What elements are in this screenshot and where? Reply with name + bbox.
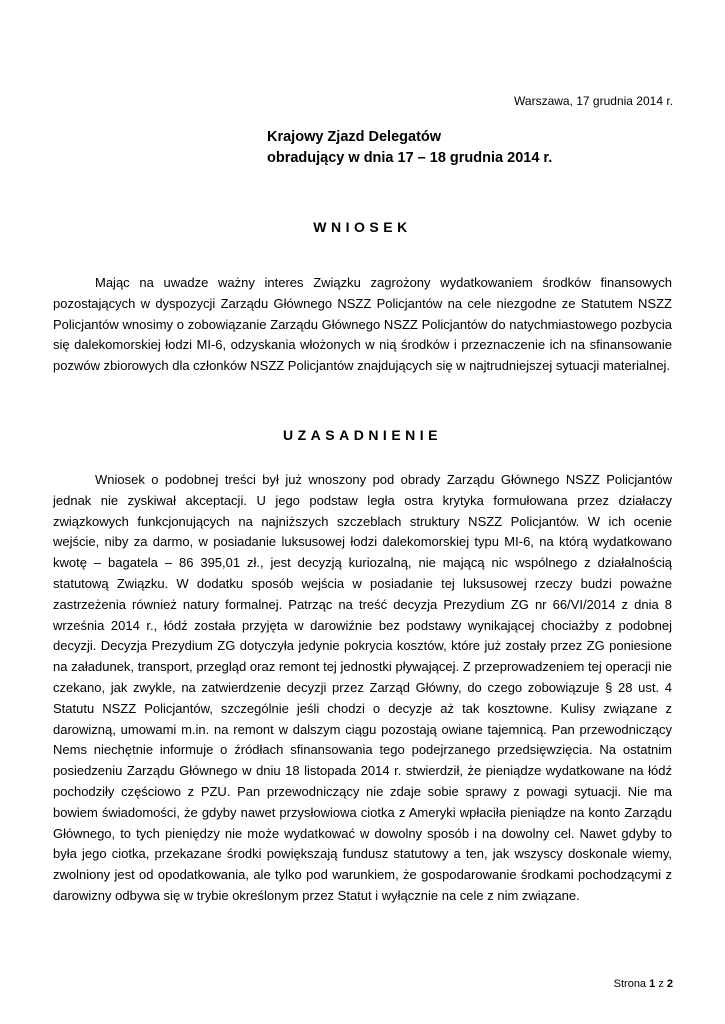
addressee-block	[267, 127, 552, 169]
page-label: Strona	[613, 978, 647, 990]
total-pages-number: 2	[666, 978, 673, 990]
page-of-label: z	[658, 978, 664, 990]
motion-heading: WNIOSEK	[313, 219, 412, 235]
addressee-line-1: Krajowy Zjazd Delegatów	[267, 129, 442, 145]
motion-paragraph: Mając na uwadze ważny interes Związku zagrożony wydatkowaniem środków finansowych pozostających w dyspozycji Zarządu Głównego NSZZ Policjantów na cele niezgodne ze Statutem NSZZ Policjantów wnosimy o zobowiązanie Zarządu Głównego NSZZ Policjantów do natychmiastowego pozbycia się dalekomorskiej łodzi MI-6, odzyskania włożonych w nią środków i przeznaczenie ich na sfinansowanie pozwów zbiorowych dla członków NSZZ Policjantów znajdujących się w najtrudniejszej sytuacji materialnej.	[53, 275, 672, 374]
page-number	[614, 977, 673, 991]
justification-paragraph: Wniosek o podobnej treści był już wnoszony pod obrady Zarządu Głównego NSZZ Policjantów jednak nie zyskiwał akceptacji. U jego podstaw legła ostra krytyka formułowana przez działaczy związkowych funkcjonujących na najniższych szczeblach struktury NSZZ Policjantów. W ich ocenie wejście, niby za darmo, w posiadanie luksusowej łodzi dalekomorskiej typu MI-6, na którą wydatkowano kwotę – bagatela – 86 395,01 zł., jest decyzją kuriozalną, nie mającą nic wspólnego z działalnością statutową Związku. W dodatku sposób wejścia w posiadanie tej luksusowej rzeczy budzi poważne zastrzeżenia również natury formalnej. Patrząc na treść decyzja Prezydium ZG nr 66/VI/2014 z dnia 8 września 2014 r., łódź została przyjęta w darowiźnie bez podstawy wynikającej chociażby z podobnej decyzji. Decyzja Prezydium ZG dotyczyła jedynie pokrycia kosztów, które już zostały przez ZG poniesione na załadunek, transport, przegląd oraz remont tej jednostki pływającej. Z przeprowadzeniem tej operacji nie czekano, jak zwykle, na zatwierdzenie decyzji przez Zarząd Główny, do czego zobowiązuje § 28 ust. 4 Statutu NSZZ Policjantów, szczególnie jeśli chodzi o decyzje aż tak kosztowne. Kulisy związane z darowizną, umowami m.in. na remont w dalszym ciągu pozostają owiane tajemnicą. Pan przewodniczący Nems niechętnie informuje o źródłach sfinansowania tego podejrzanego przedsięwzięcia. Na ostatnim posiedzeniu Zarządu Głównego w dniu 18 listopada 2014 r. stwierdził, że pieniądze wydatkowane na łódź pochodziły częściowo z PZU. Pan przewodniczący nie zdaje sobie sprawy z powagi sytuacji. Nie ma bowiem świadomości, że gdyby nawet przysłowiowa ciotka z Ameryki wpłaciła pieniądze na konto Zarządu Głównego, to tych pieniędzy nie może wydatkować w dowolny sposób i na dowolny cel. Nawet gdyby to była jego ciotka, przekazane środki powiększają fundusz statutowy a ten, jak wszyscy doskonale wiemy, zwolniony jest od opodatkowania, ale tylko pod warunkiem, że gospodarowanie środkami pochodzącymi z darowizny odbywa się w trybie określonym przez Statut i wyłącznie na cele z nim związane.	[53, 472, 672, 903]
justification-heading: UZASADNIENIE	[282, 427, 442, 443]
addressee-line-2: obradujący w dnia 17 – 18 grudnia 2014 r.	[267, 150, 553, 166]
date-line: Warszawa, 17 grudnia 2014 r.	[514, 94, 673, 108]
current-page-number: 1	[649, 978, 656, 990]
